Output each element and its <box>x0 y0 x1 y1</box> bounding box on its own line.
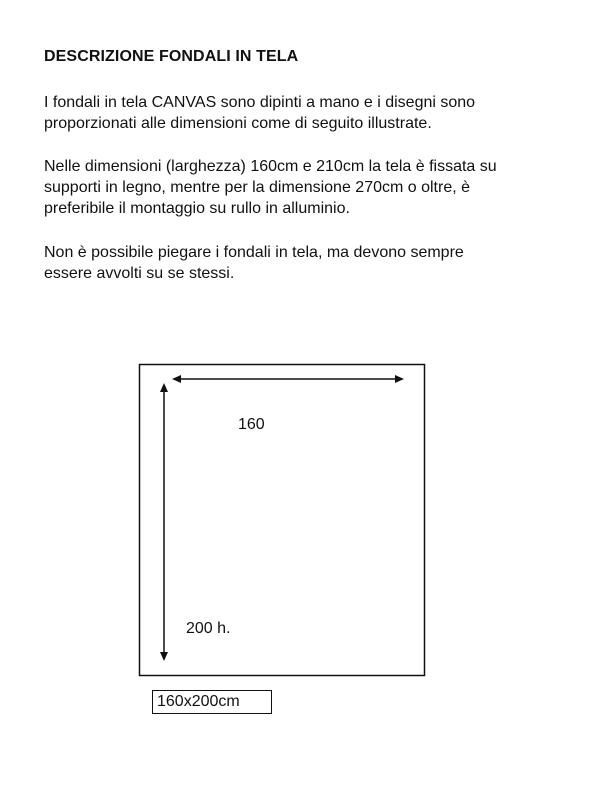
paragraph-dimensions <box>44 156 564 219</box>
paragraph-line: Non è possibile piegare i fondali in tela, ma devono sempre <box>44 244 464 261</box>
paragraph-line: I fondali in tela CANVAS sono dipinti a mano e i disegni sono <box>44 94 476 111</box>
paragraph-line: proporzionati alle dimensioni come di seguito illustrate. <box>44 115 432 132</box>
backdrop-outline <box>140 365 425 676</box>
height-arrow <box>160 383 168 661</box>
paragraph-line: Nelle dimensioni (larghezza) 160cm e 210cm la tela è fissata su <box>44 158 497 175</box>
width-label: 160 <box>238 416 265 433</box>
paragraph-care <box>44 242 564 284</box>
paragraph-line: essere avvolti su se stessi. <box>44 265 235 282</box>
document-heading: DESCRIZIONE FONDALI IN TELA <box>44 48 299 65</box>
paragraph-intro <box>44 92 564 134</box>
paragraph-line: preferibile il montaggio su rullo in alluminio. <box>44 200 350 217</box>
size-caption: 160x200cm <box>152 690 272 714</box>
paragraph-line: supporti in legno, mentre per la dimensione 270cm o oltre, è <box>44 179 471 196</box>
height-label: 200 h. <box>186 620 231 637</box>
width-arrow <box>172 375 404 383</box>
